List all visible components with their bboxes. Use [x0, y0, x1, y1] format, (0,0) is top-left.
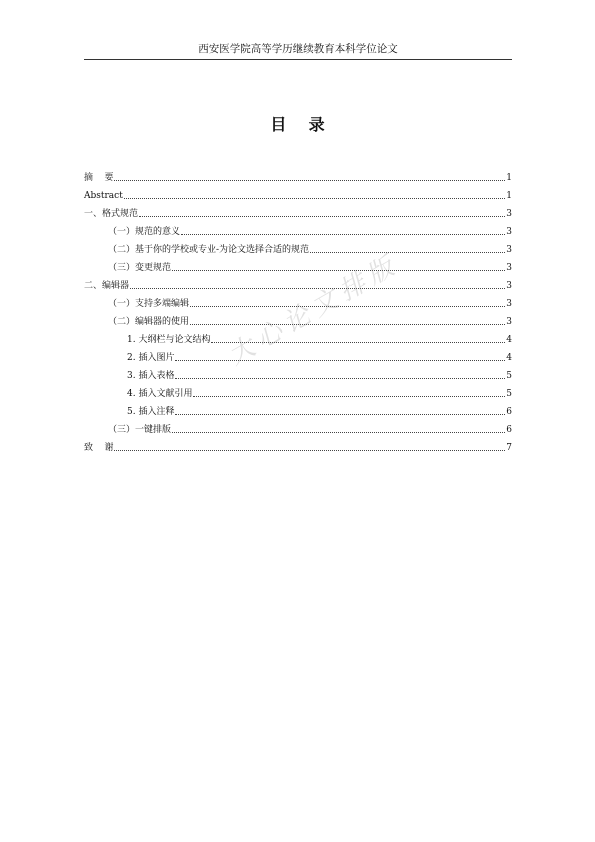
toc-entry[interactable]: [84, 166, 512, 184]
toc-entry-label: （三）一键排版: [108, 425, 172, 435]
toc-entry-page-number: 3: [506, 227, 512, 237]
toc-entry-page-number: 1: [506, 173, 512, 183]
toc-entry-label: 摘 要: [84, 173, 114, 183]
toc-entry-label: （二）基于你的学校或专业-为论文选择合适的规范: [108, 245, 310, 255]
toc-entry-page-number: 1: [506, 191, 512, 201]
toc-entry-page-number: 7: [506, 443, 512, 453]
toc-entry-label: （三）变更规范: [108, 263, 172, 273]
toc-leader-dots: [175, 377, 505, 379]
toc-entry[interactable]: [84, 238, 512, 256]
toc-entry-label: 1. 大纲栏与论文结构: [127, 335, 211, 345]
toc-entry[interactable]: [84, 202, 512, 220]
toc-leader-dots: [124, 197, 505, 199]
toc-entry-label: 4. 插入文献引用: [127, 389, 193, 399]
toc-title: 目 录: [270, 115, 325, 134]
toc-entry[interactable]: [84, 400, 512, 418]
toc-entry[interactable]: [84, 274, 512, 292]
toc-entry[interactable]: [84, 220, 512, 238]
toc-leader-dots: [172, 431, 505, 433]
toc-entry-label: 3. 插入表格: [127, 371, 175, 381]
toc-entry[interactable]: [84, 346, 512, 364]
toc-entry-page-number: 5: [506, 389, 512, 399]
toc-entry-label: 5. 插入注释: [127, 407, 175, 417]
toc-leader-dots: [181, 233, 505, 235]
toc-entry-label: 一、格式规范: [84, 209, 139, 219]
toc-entry[interactable]: [84, 184, 512, 202]
toc-entry[interactable]: [84, 256, 512, 274]
toc-leader-dots: [310, 251, 505, 253]
toc-entry-label: （一）支持多端编辑: [108, 299, 190, 309]
toc-entry-page-number: 3: [506, 209, 512, 219]
toc-entry[interactable]: [84, 418, 512, 436]
toc-entry[interactable]: [84, 436, 512, 454]
toc-entry-page-number: 3: [506, 245, 512, 255]
toc-entry[interactable]: [84, 364, 512, 382]
toc-leader-dots: [175, 359, 505, 361]
toc-entry-page-number: 3: [506, 263, 512, 273]
toc-leader-dots: [114, 449, 505, 451]
toc-entry-label: （二）编辑器的使用: [108, 317, 190, 327]
toc-entry-label: 2. 插入图片: [127, 353, 175, 363]
toc-entry-label: Abstract: [84, 191, 123, 201]
toc-leader-dots: [114, 179, 505, 181]
toc-entry-page-number: 3: [506, 299, 512, 309]
toc-entry-label: 二、编辑器: [84, 281, 130, 291]
toc-entry-label: 致 谢: [84, 443, 114, 453]
page-header: 西安医学院高等学历继续教育本科学位论文: [198, 43, 398, 55]
toc-entry-page-number: 6: [506, 425, 512, 435]
toc-entry-label: （一）规范的意义: [108, 227, 181, 237]
toc-leader-dots: [139, 215, 505, 217]
toc-entry-page-number: 4: [506, 353, 512, 363]
toc-entry-page-number: 6: [506, 407, 512, 417]
toc-leader-dots: [175, 413, 505, 415]
toc-entry-page-number: 4: [506, 335, 512, 345]
header-rule: [84, 59, 512, 60]
toc-entry-page-number: 3: [506, 317, 512, 327]
toc-entry-page-number: 5: [506, 371, 512, 381]
watermark: 大心论文排版: [223, 249, 405, 372]
toc-leader-dots: [193, 395, 505, 397]
toc-leader-dots: [190, 323, 505, 325]
toc-entry[interactable]: [84, 382, 512, 400]
toc-entry-page-number: 3: [506, 281, 512, 291]
